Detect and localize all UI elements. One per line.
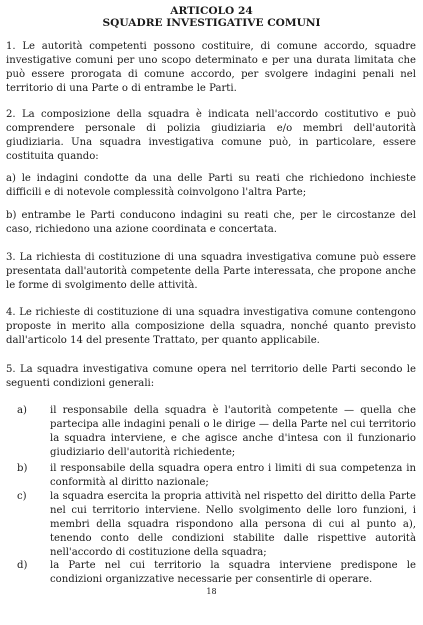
paragraph-1: 1. Le autorità competenti possono costituire, di comune accordo, squadre investigative comuni per uno scopo determinato e per una durata limitata che può essere prorogata di comune accordo, per svolgere indagini penali nel territorio di una Parte o di entrambe le Parti. (6, 41, 416, 94)
list-item-text: la Parte nel cui territorio la squadra interviene predispone le condizioni organizzative necessarie per consentirle di operare. (50, 560, 416, 585)
article-subtitle: SQUADRE INVESTIGATIVE COMUNI (102, 17, 321, 29)
list-item-label: d) (17, 560, 28, 571)
list-item-text: la squadra esercita la propria attività nel rispetto del diritto della Parte nel cui territorio interviene. Nello svolgimento delle loro funzioni, i membri della squadra rispondono alla persona di cui al punto a), tenendo conto delle condizioni stabilite dalle rispettive autorità nell'accordo di costituzione della squadra; (50, 491, 416, 558)
list-item-label: a) (17, 405, 27, 416)
list-item-text: il responsabile della squadra opera entro i limiti di sua competenza in conformità al diritto nazionale; (50, 463, 416, 488)
list-item-label: b) (17, 463, 28, 474)
page-number: 18 (206, 587, 217, 596)
article-title: ARTICOLO 24 (170, 5, 253, 17)
paragraph-2: 2. La composizione della squadra è indicata nell'accordo costitutivo e può comprendere personale di polizia giudiziaria e/o membri dell'autorità giudiziaria. Una squadra investigativa comune può, in particolare, essere costituita quando: (6, 109, 416, 162)
paragraph-2a: a) le indagini condotte da una delle Parti su reati che richiedono inchieste difficili e di notevole complessità coinvolgono l'altra Parte; (6, 173, 416, 198)
paragraph-2b: b) entrambe le Parti conducono indagini su reati che, per le circostanze del caso, richiedono una azione coordinata e concertata. (6, 210, 416, 235)
paragraph-5: 5. La squadra investigativa comune opera nel territorio delle Parti secondo le seguenti condizioni generali: (6, 364, 416, 389)
paragraph-4: 4. Le richieste di costituzione di una squadra investigativa comune contengono proposte in merito alla composizione della squadra, nonché quanto previsto dall'articolo 14 del presente Trattato, per quanto applicabile. (6, 307, 416, 346)
list-item-label: c) (17, 491, 27, 502)
paragraph-3: 3. La richiesta di costituzione di una squadra investigativa comune può essere presentata dall'autorità competente della Parte interessata, che propone anche le forme di svolgimento delle attività. (6, 252, 416, 291)
list-item-text: il responsabile della squadra è l'autorità competente — quella che partecipa alle indagini penali o le dirige — della Parte nel cui territorio la squadra interviene, e che agisce anche d'intesa con il funzionario giudiziario dell'autorità richiedente; (50, 405, 416, 458)
article-header (0, 5, 423, 29)
